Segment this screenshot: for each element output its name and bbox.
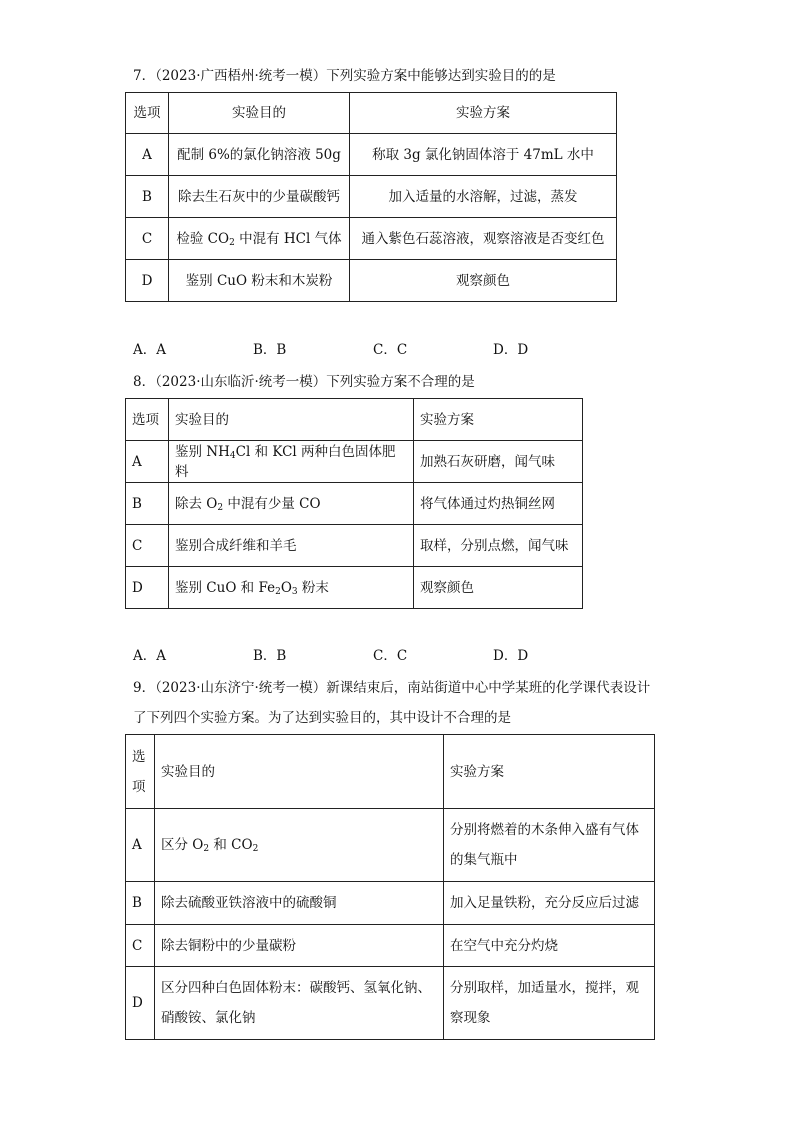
purpose-cell: 除去生石灰中的少量碳酸钙	[169, 176, 350, 218]
plan-cell: 称取 3g 氯化钠固体溶于 47mL 水中	[350, 134, 617, 176]
purpose-cell: 配制 6%的氯化钠溶液 50g	[169, 134, 350, 176]
header-cell: 实验方案	[414, 399, 583, 441]
plan-cell: 加熟石灰研磨，闻气味	[414, 441, 583, 483]
table-row	[126, 218, 617, 260]
plan-cell: 将气体通过灼热铜丝网	[414, 483, 583, 525]
answer-option-b[interactable]: B．B	[253, 342, 287, 358]
answer-option-d[interactable]: D．D	[493, 648, 529, 664]
option-cell: C	[126, 925, 155, 967]
answer-option-b[interactable]: B．B	[253, 648, 287, 664]
purpose-cell: 除去硫酸亚铁溶液中的硫酸铜	[155, 882, 444, 925]
plan-cell: 观察颜色	[414, 567, 583, 609]
purpose-cell: 区分 $O_2$ 和 $CO_2$	[155, 809, 444, 882]
option-cell: A	[126, 441, 169, 483]
option-cell: A	[126, 134, 169, 176]
header-cell: 实验方案	[350, 93, 617, 134]
q9-table	[125, 734, 655, 1040]
purpose-cell: 区分四种白色固体粉末：碳酸钙、氢氧化钠、硝酸铵、氯化钠	[155, 967, 444, 1040]
purpose-cell: 鉴别 CuO 和 $Fe_2O_3$ 粉末	[169, 567, 414, 609]
header-cell: 实验方案	[444, 735, 655, 809]
table-header-row	[126, 93, 617, 134]
header-cell: 选项	[126, 399, 169, 441]
answer-option-a[interactable]: A．A	[133, 342, 166, 358]
option-cell: C	[126, 218, 169, 260]
table-row	[126, 925, 655, 967]
table-header-row	[126, 399, 583, 441]
table-row	[126, 967, 655, 1040]
answer-option-d[interactable]: D．D	[493, 342, 529, 358]
q7-stem: 7．（2023·广西梧州·统考一模）下列实验方案中能够达到实验目的的是	[133, 68, 556, 84]
q8-stem: 8．（2023·山东临沂·统考一模）下列实验方案不合理的是	[133, 374, 475, 390]
purpose-cell: 鉴别合成纤维和羊毛	[169, 525, 414, 567]
q8-table	[125, 398, 583, 609]
table-row	[126, 882, 655, 925]
q7-table	[125, 92, 617, 302]
answer-option-a[interactable]: A．A	[133, 648, 166, 664]
table-row	[126, 483, 583, 525]
option-cell: B	[126, 483, 169, 525]
purpose-cell: 鉴别 $NH_4Cl$ 和 KCl 两种白色固体肥料	[169, 441, 414, 483]
header-cell: 实验目的	[155, 735, 444, 809]
option-cell: B	[126, 176, 169, 218]
purpose-cell: 鉴别 CuO 粉末和木炭粉	[169, 260, 350, 302]
header-cell: 实验目的	[169, 93, 350, 134]
option-cell: D	[126, 260, 169, 302]
table-header-row	[126, 735, 655, 809]
table-row	[126, 134, 617, 176]
plan-cell: 观察颜色	[350, 260, 617, 302]
plan-cell: 分别取样，加适量水，搅拌，观察现象	[444, 967, 655, 1040]
option-cell: A	[126, 809, 155, 882]
q8-options	[133, 646, 613, 666]
answer-option-c[interactable]: C．C	[373, 648, 408, 664]
header-cell: 实验目的	[169, 399, 414, 441]
plan-cell: 通入紫色石蕊溶液，观察溶液是否变红色	[350, 218, 617, 260]
purpose-cell: 除去铜粉中的少量碳粉	[155, 925, 444, 967]
header-cell: 选项	[126, 93, 169, 134]
table-row	[126, 176, 617, 218]
plan-cell: 加入适量的水溶解，过滤，蒸发	[350, 176, 617, 218]
option-cell: B	[126, 882, 155, 925]
table-row	[126, 260, 617, 302]
option-cell: C	[126, 525, 169, 567]
q9-stem-line1: 9．（2023·山东济宁·统考一模）新课结束后，南站街道中心中学某班的化学课代表设计	[133, 680, 651, 696]
header-cell: 选项	[126, 735, 155, 809]
plan-cell: 分别将燃着的木条伸入盛有气体的集气瓶中	[444, 809, 655, 882]
purpose-cell: 除去 $O_2$ 中混有少量 CO	[169, 483, 414, 525]
answer-option-c[interactable]: C．C	[373, 342, 408, 358]
option-cell: D	[126, 567, 169, 609]
purpose-cell: 检验 $CO_2$ 中混有 HCl 气体	[169, 218, 350, 260]
table-row	[126, 525, 583, 567]
table-row	[126, 567, 583, 609]
table-row	[126, 441, 583, 483]
plan-cell: 加入足量铁粉，充分反应后过滤	[444, 882, 655, 925]
table-row	[126, 809, 655, 882]
q9-stem-line2: 了下列四个实验方案。为了达到实验目的，其中设计不合理的是	[133, 710, 511, 726]
option-cell: D	[126, 967, 155, 1040]
plan-cell: 在空气中充分灼烧	[444, 925, 655, 967]
plan-cell: 取样，分别点燃，闻气味	[414, 525, 583, 567]
q7-options	[133, 340, 613, 360]
